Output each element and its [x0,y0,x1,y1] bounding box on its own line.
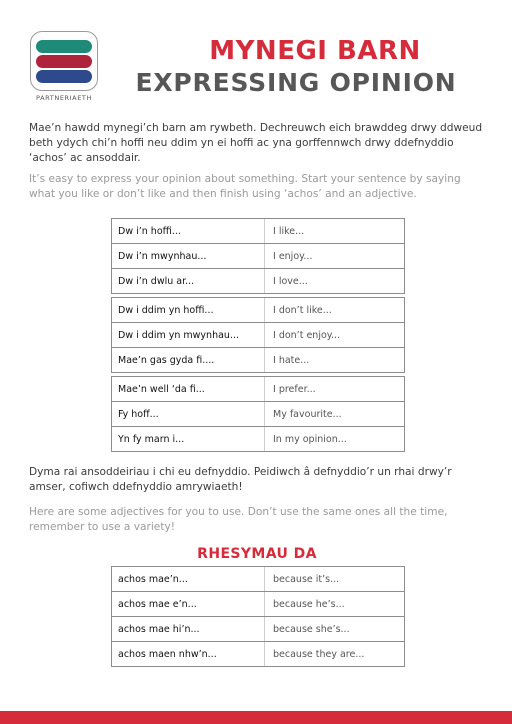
english-phrase: I hate... [273,354,310,366]
table-row [112,322,404,347]
table-row [112,347,404,372]
partneriaeth-logo [30,31,98,101]
logo-bar-green [36,40,92,53]
welsh-phrase: Dw i’n dwlu ar... [112,269,265,293]
english-phrase: because it’s... [273,573,340,585]
phrase-table-preferences [111,376,405,452]
table-row [112,401,404,426]
table-row [112,426,404,451]
english-phrase: I enjoy... [273,250,313,262]
footer-bar [0,711,512,724]
english-phrase: because she’s... [273,623,350,635]
english-phrase: I like... [273,225,305,237]
english-phrase: I don’t enjoy... [273,329,341,341]
english-phrase: I prefer... [273,383,316,395]
adjectives-intro-welsh: Dyma rai ansoddeiriau i chi eu defnyddio. Peidiwch â defnyddio’r un rhai drwy’r amser, cofiwch ddefnyddio amrywiaeth! [29,466,452,493]
english-phrase: I don’t like... [273,304,332,316]
phrase-table-dislikes [111,297,405,373]
english-phrase: I love... [273,275,308,287]
table-row [112,268,404,293]
table-row [112,377,404,401]
table-row [112,567,404,591]
phrase-table-likes [111,218,405,294]
welsh-phrase: Mae’n gas gyda fi.... [112,348,265,372]
english-phrase: because they are... [273,648,365,660]
english-phrase: because he’s... [273,598,345,610]
welsh-phrase: achos mae e’n... [112,592,265,616]
english-phrase: In my opinion... [273,433,347,445]
logo-bar-red [36,55,92,68]
welsh-phrase: Dw i ddim yn mwynhau... [112,323,265,347]
welsh-phrase: Dw i’n mwynhau... [112,244,265,268]
welsh-phrase: Dw i’n hoffi... [112,219,265,243]
logo-text: PARTNERIAETH [36,94,92,102]
reasons-heading: RHESYMAU DA [197,546,317,562]
welsh-phrase: achos mae hi’n... [112,617,265,641]
title-english: EXPRESSING OPINION [135,68,457,97]
welsh-phrase: achos maen nhw’n... [112,642,265,666]
table-row [112,243,404,268]
table-row [112,298,404,322]
table-row [112,219,404,243]
english-phrase: My favourite... [273,408,342,420]
reasons-table [111,566,405,667]
welsh-phrase: Mae’n well ‘da fi... [112,377,265,401]
table-row [112,591,404,616]
table-row [112,641,404,666]
welsh-phrase: achos mae’n... [112,567,265,591]
welsh-phrase: Fy hoff... [112,402,265,426]
intro-english: It’s easy to express your opinion about something. Start your sentence by saying what you like or don’t like and then finish using ‘achos’ and an adjective. [29,173,461,200]
welsh-phrase: Dw i ddim yn hoffi... [112,298,265,322]
welsh-phrase: Yn fy marn i... [112,427,265,451]
title-welsh: MYNEGI BARN [209,36,421,66]
logo-badge [30,31,98,91]
adjectives-intro-english: Here are some adjectives for you to use. Don’t use the same ones all the time, remember to use a variety! [29,506,448,533]
intro-welsh: Mae’n hawdd mynegi’ch barn am rywbeth. Dechreuwch eich brawddeg drwy ddweud beth ydych chi’n hoffi neu ddim yn ei hoffi ac yna gorffennwch drwy ddefnyddio ‘achos’ ac ansoddair. [29,122,483,164]
logo-bar-blue [36,70,92,83]
table-row [112,616,404,641]
